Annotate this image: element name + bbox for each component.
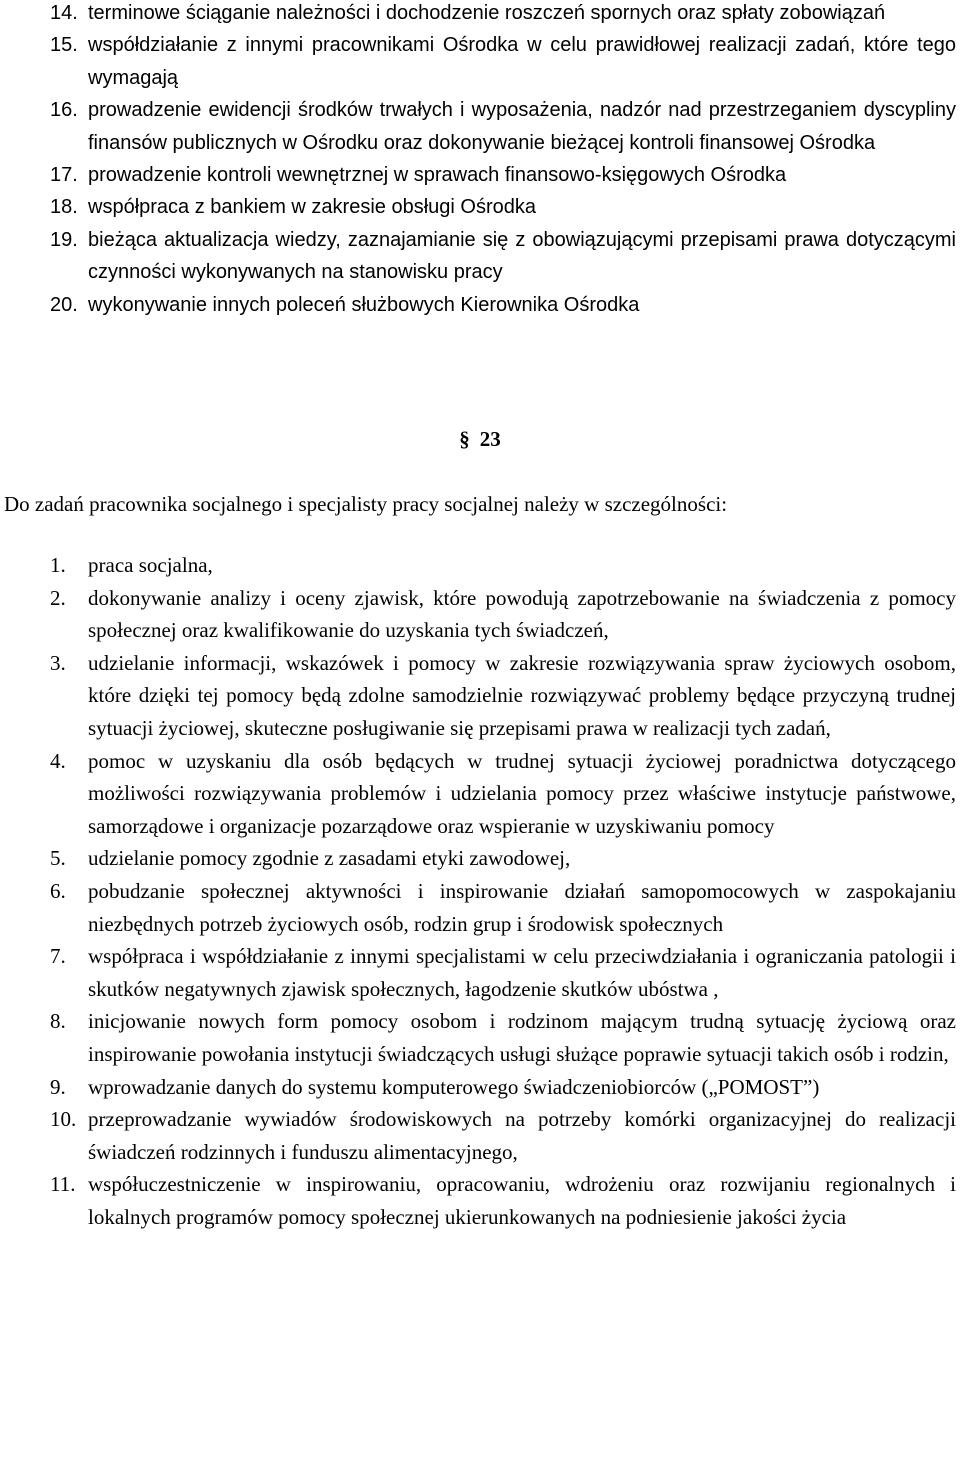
list-item-text: prowadzenie kontroli wewnętrznej w sprawach finansowo-księgowych Ośrodka [88, 164, 787, 187]
list-item [0, 582, 956, 647]
list-item [0, 0, 956, 29]
list-item-number: 14. [50, 2, 78, 24]
list-item-number: 19. [50, 228, 78, 251]
section-symbol: § [459, 427, 470, 451]
list-item-number: 5. [50, 846, 66, 871]
social-worker-task-list [0, 549, 956, 1233]
list-item [0, 1103, 956, 1168]
list-item [0, 1071, 956, 1104]
list-item-number: 7. [50, 944, 66, 969]
list-item-number: 18. [50, 196, 78, 219]
list-item-number: 2. [50, 585, 66, 610]
list-item [0, 1168, 956, 1233]
list-item [0, 842, 956, 875]
list-item-text: prowadzenie ewidencji środków trwałych i wyposażenia, nadzór nad przestrzeganiem dyscypliny finansów publicznych w Ośrodku oraz dokonywanie bieżącej kontroli finansowej Ośrodka [88, 99, 956, 154]
list-item-number: 17. [50, 164, 78, 187]
list-item-text: pomoc w uzyskaniu dla osób będących w trudnej sytuacji życiowej poradnictwa dotyczącego możliwości rozwiązywania problemów i udzielania pomocy przez właściwe instytucje państwowe, samorządowe i organizacje pozarządowe oraz wspieranie w uzyskiwaniu pomocy [88, 748, 956, 838]
list-item [0, 29, 956, 94]
list-item-number: 15. [50, 34, 78, 57]
list-item-number: 10. [50, 1107, 77, 1132]
list-item [0, 191, 956, 223]
list-item [0, 647, 956, 745]
list-item [0, 159, 956, 191]
list-item-text: pobudzanie społecznej aktywności i inspirowanie działań samopomocowych w zaspokajaniu niezbędnych potrzeb życiowych osób, rodzin grup i środowisk społecznych [88, 878, 956, 936]
list-item-text: udzielanie informacji, wskazówek i pomocy w zakresie rozwiązywania spraw życiowych osobom, które dzięki tej pomocy będą zdolne samodzielnie rozwiązywać problemy będące przyczyną trudnej sytuacji życiowej, skuteczne posługiwanie się przepisami prawa w realizacji tych zadań, [88, 650, 956, 740]
list-item-number: 20. [50, 293, 78, 316]
list-item-number: 8. [50, 1009, 66, 1034]
list-item-text: bieżąca aktualizacja wiedzy, zaznajamianie się z obowiązującymi przepisami prawa dotyczącymi czynności wykonywanych na stanowisku pracy [88, 228, 956, 284]
list-item-number: 3. [50, 650, 66, 675]
task-list-continued [0, 0, 956, 321]
list-item-text: współdziałanie z innymi pracownikami Ośrodka w celu prawidłowej realizacji zadań, które tego wymagają [88, 34, 956, 89]
list-item [0, 549, 956, 582]
list-item-number: 6. [50, 878, 66, 903]
list-item-text: współuczestniczenie w inspirowaniu, opracowaniu, wdrożeniu oraz rozwijaniu regionalnych i lokalnych programów pomocy społecznej ukierunkowanych na podniesienie jakości życia [88, 1172, 956, 1229]
section-number: 23 [479, 427, 501, 451]
section-heading [0, 423, 960, 455]
list-item-text: wykonywanie innych poleceń służbowych Kierownika Ośrodka [88, 293, 640, 316]
list-item [0, 1005, 956, 1070]
list-item-text: terminowe ściąganie należności i dochodzenie roszczeń spornych oraz spłaty zobowiązań [88, 2, 886, 24]
list-item-text: wprowadzanie danych do systemu komputerowego świadczeniobiorców („POMOST”) [88, 1074, 820, 1099]
list-item [0, 875, 956, 940]
list-item-number: 11. [50, 1172, 76, 1197]
list-item [0, 940, 956, 1005]
list-item-text: współpraca z bankiem w zakresie obsługi Ośrodka [88, 196, 536, 219]
list-item-text: dokonywanie analizy i oceny zjawisk, które powodują zapotrzebowanie na świadczenia z pomocy społecznej oraz kwalifikowanie do uzyskania tych świadczeń, [88, 585, 956, 643]
list-item [0, 224, 956, 289]
list-item-text: inicjowanie nowych form pomocy osobom i rodzinom mającym trudną sytuację życiową oraz inspirowanie powołania instytucji świadczących usługi służące poprawie sytuacji takich osób i rodzin, [88, 1009, 956, 1066]
list-item-text: współpraca i współdziałanie z innymi specjalistami w celu przeciwdziałania i ograniczania patologii i skutków negatywnych zjawisk społecznych, łagodzenie skutków ubóstwa , [88, 944, 956, 1001]
list-item [0, 94, 956, 159]
section-intro: Do zadań pracownika socjalnego i specjalisty pracy socjalnej należy w szczególności: [4, 492, 728, 516]
list-item-number: 16. [50, 99, 78, 122]
list-item-number: 4. [50, 748, 66, 773]
list-item-number: 9. [50, 1074, 66, 1099]
list-item-text: praca socjalna, [88, 553, 213, 577]
list-item-text: udzielanie pomocy zgodnie z zasadami etyki zawodowej, [88, 846, 571, 871]
list-item-number: 1. [50, 553, 66, 577]
list-item-text: przeprowadzanie wywiadów środowiskowych na potrzeby komórki organizacyjnej do realizacji świadczeń rodzinnych i funduszu alimentacyjnego, [88, 1107, 956, 1164]
list-item [0, 745, 956, 843]
list-item [0, 289, 956, 321]
